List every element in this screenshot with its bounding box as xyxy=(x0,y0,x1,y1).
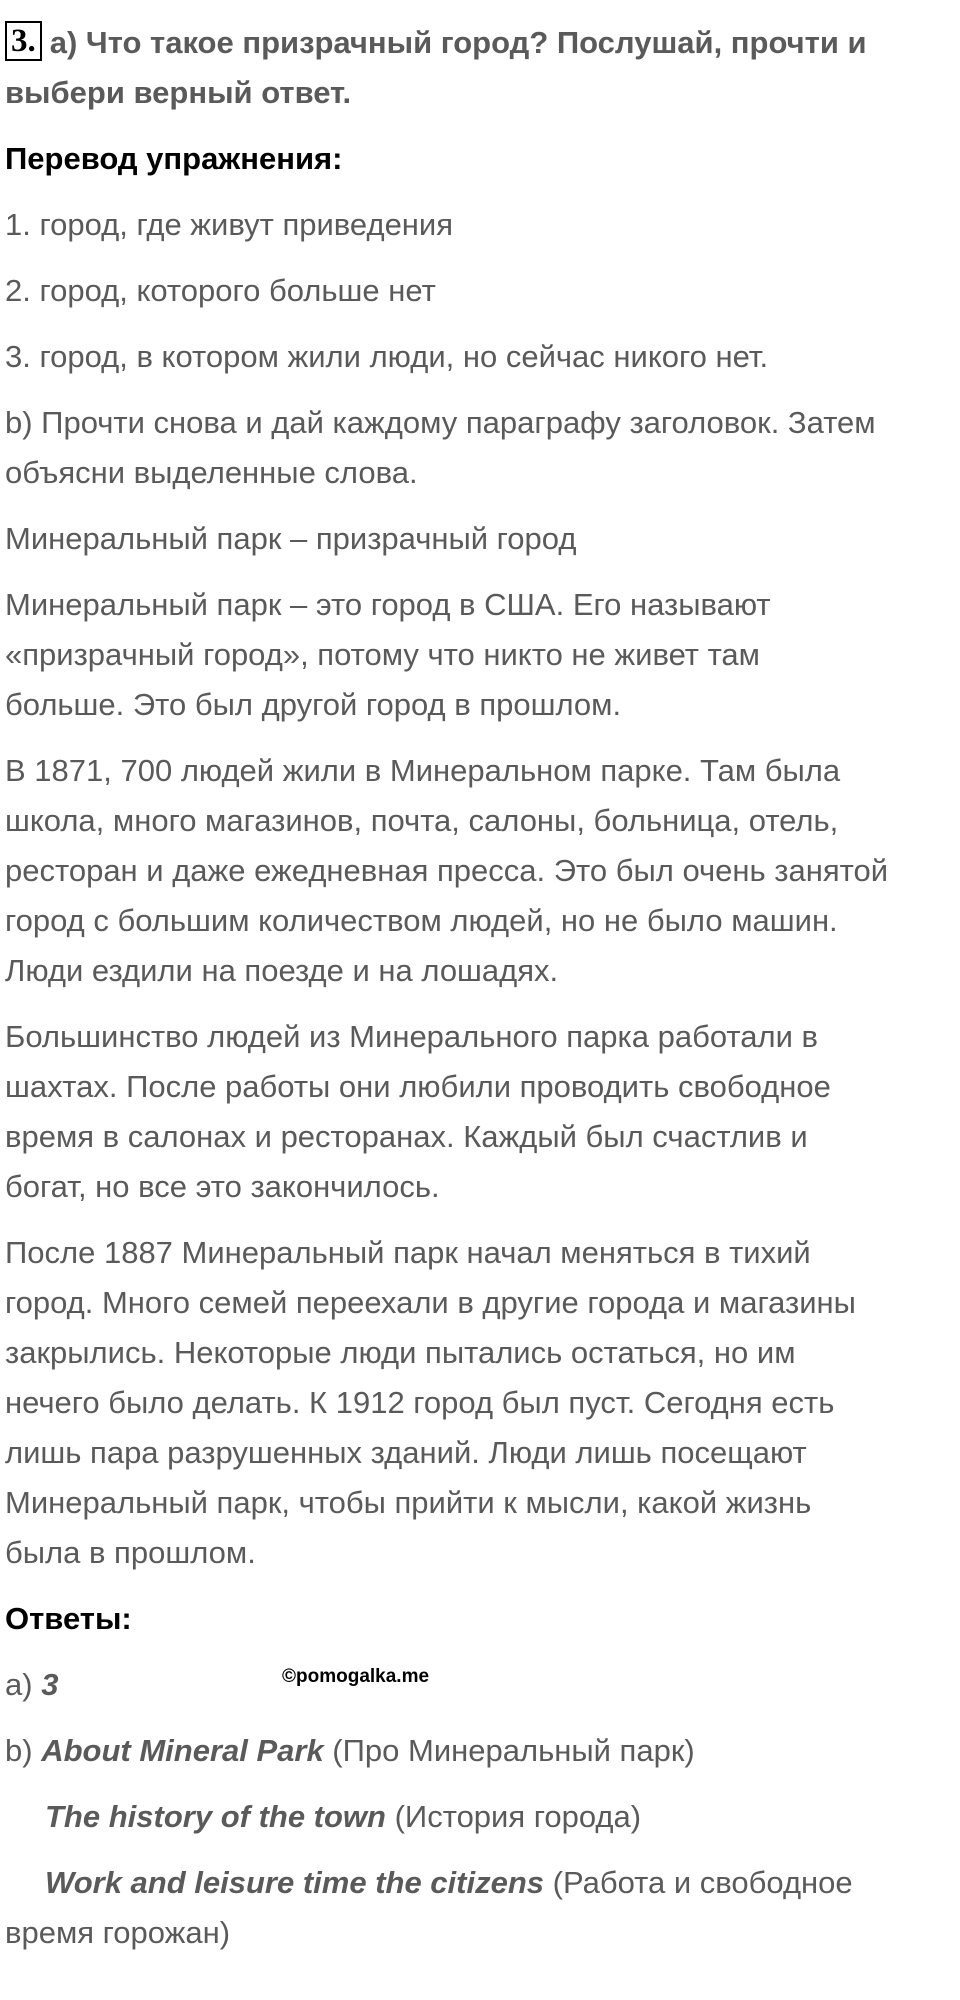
paragraph-line: шахтах. После работы они любили проводить свободное xyxy=(5,1069,831,1104)
option-3: 3. город, в котором жили люди, но сейчас никого нет. xyxy=(5,339,769,374)
task-number: 3. xyxy=(5,21,42,61)
part-b-instruction xyxy=(5,398,955,498)
paragraph-line: нечего было делать. К 1912 город был пуст. Сегодня есть xyxy=(5,1385,835,1420)
answer-b-2 xyxy=(5,1792,955,1842)
answer-b2-english: The history of the town xyxy=(45,1799,386,1834)
paragraph-line: больше. Это был другой город в прошлом. xyxy=(5,687,622,722)
task-header xyxy=(5,18,955,118)
translation-heading: Перевод упражнения: xyxy=(5,141,343,176)
paragraph-line: закрылись. Некоторые люди пытались остаться, но им xyxy=(5,1335,796,1370)
copyright-watermark: ©pomogalka.me xyxy=(282,1666,430,1687)
paragraph-line: время в салонах и ресторанах. Каждый был счастлив и xyxy=(5,1119,808,1154)
option-2: 2. город, которого больше нет xyxy=(5,273,436,308)
paragraph-line: Минеральный парк – это город в США. Его называют xyxy=(5,587,771,622)
part-b-line-2: объясни выделенные слова. xyxy=(5,455,418,490)
story-paragraph-4 xyxy=(5,1228,955,1578)
part-b-line-1: b) Прочти снова и дай каждому параграфу заголовок. Затем xyxy=(5,405,876,440)
answer-b3-line-2: время горожан) xyxy=(5,1915,231,1950)
paragraph-line: Минеральный парк, чтобы прийти к мысли, какой жизнь xyxy=(5,1485,812,1520)
story-title: Минеральный парк – призрачный город xyxy=(5,521,577,556)
option-1: 1. город, где живут приведения xyxy=(5,207,454,242)
answer-a xyxy=(5,1660,955,1710)
story-paragraph-3 xyxy=(5,1012,955,1212)
paragraph-line: была в прошлом. xyxy=(5,1535,256,1570)
paragraph-line: город. Много семей переехали в другие города и магазины xyxy=(5,1285,856,1320)
answer-b1-russian: (Про Минеральный парк) xyxy=(323,1733,695,1768)
paragraph-line: город с большим количеством людей, но не было машин. xyxy=(5,903,838,938)
answer-b1-english: About Mineral Park xyxy=(41,1733,324,1768)
answer-b3-russian: (Работа и свободное xyxy=(544,1865,853,1900)
answer-b-prefix: b) xyxy=(5,1733,42,1768)
exercise-page xyxy=(5,0,955,1958)
paragraph-line: лишь пара разрушенных зданий. Люди лишь посещают xyxy=(5,1435,807,1470)
task-title-line-2: выбери верный ответ. xyxy=(5,75,352,110)
answer-b-3 xyxy=(5,1858,955,1958)
story-paragraph-2 xyxy=(5,746,955,996)
paragraph-line: ресторан и даже ежедневная пресса. Это был очень занятой xyxy=(5,853,889,888)
answer-b2-russian: (История города) xyxy=(386,1799,642,1834)
answer-a-prefix: a) xyxy=(5,1667,42,1702)
story-paragraph-1 xyxy=(5,580,955,730)
answer-b-1 xyxy=(5,1726,955,1776)
answers-heading: Ответы: xyxy=(5,1601,132,1636)
paragraph-line: Люди ездили на поезде и на лошадях. xyxy=(5,953,559,988)
task-title-line-1 xyxy=(5,18,955,68)
answer-a-value: 3 xyxy=(41,1667,59,1702)
paragraph-line: В 1871, 700 людей жили в Минеральном парке. Там была xyxy=(5,753,841,788)
paragraph-line: школа, много магазинов, почта, салоны, больница, отель, xyxy=(5,803,839,838)
paragraph-line: «призрачный город», потому что никто не живет там xyxy=(5,637,760,672)
paragraph-line: Большинство людей из Минерального парка работали в xyxy=(5,1019,818,1054)
task-title-text: a) Что такое призрачный город? Послушай, прочти и xyxy=(49,25,867,60)
paragraph-line: богат, но все это закончилось. xyxy=(5,1169,440,1204)
answer-b3-line-1 xyxy=(5,1858,955,1908)
paragraph-line: После 1887 Минеральный парк начал меняться в тихий xyxy=(5,1235,811,1270)
answer-b3-english: Work and leisure time the citizens xyxy=(45,1865,545,1900)
